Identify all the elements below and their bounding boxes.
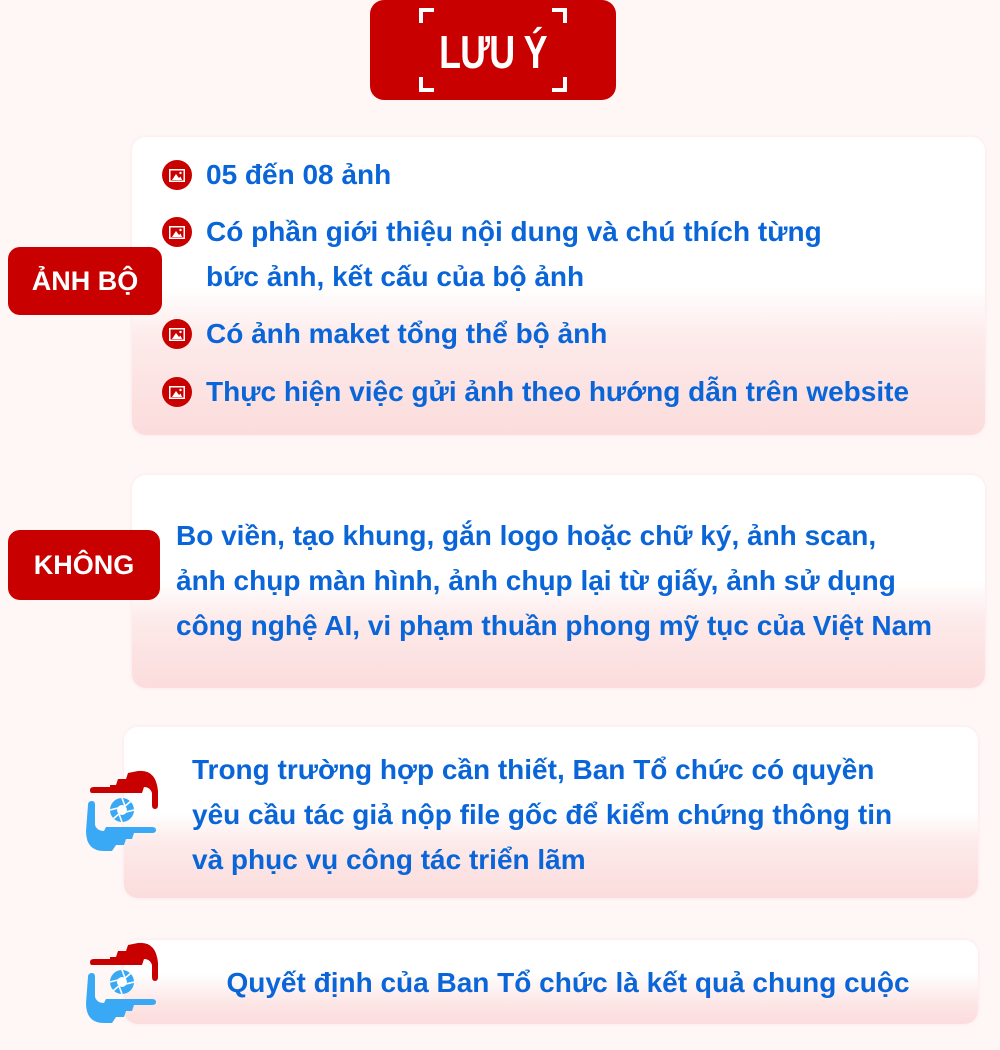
final-decision-card [124,940,978,1024]
khong-text [176,513,932,648]
frame-corner-icon [552,8,567,23]
anh-bo-list [162,152,909,414]
list-item [162,311,909,356]
list-item-text: bức ảnh, kết cấu của bộ ảnh [206,261,585,292]
frame-corner-icon [419,77,434,92]
final-decision-text: Quyết định của Ban Tổ chức là kết quả chung cuộc [226,967,910,998]
original-file-line: yêu cầu tác giả nộp file gốc để kiểm chứng thông tin [192,799,893,830]
list-item [162,152,909,197]
original-file-card [124,727,978,898]
list-item [162,369,909,414]
image-icon [162,217,192,247]
khong-badge: KHÔNG [8,530,160,600]
khong-line: công nghệ AI, vi phạm thuần phong mỹ tục của Việt Nam [176,610,933,641]
page-title: LƯU Ý [439,26,547,78]
camera-hands-icon [82,937,162,1027]
frame-corner-icon [419,8,434,23]
image-icon [162,160,192,190]
title-badge [370,0,616,100]
khong-card [132,475,985,688]
original-file-line: và phục vụ công tác triển lãm [192,844,586,875]
khong-line: Bo viền, tạo khung, gắn logo hoặc chữ ký, ảnh scan, [176,520,877,551]
original-file-line: Trong trường hợp cần thiết, Ban Tổ chức có quyền [192,754,875,785]
list-item [162,209,909,299]
list-item-text: Thực hiện việc gửi ảnh theo hướng dẫn trên website [206,376,910,407]
frame-corner-icon [552,77,567,92]
camera-hands-icon [82,765,162,855]
list-item-text: Có phần giới thiệu nội dung và chú thích từng [206,216,822,247]
list-item-text: 05 đến 08 ảnh [206,159,392,190]
image-icon [162,377,192,407]
list-item-text: Có ảnh maket tổng thể bộ ảnh [206,318,608,349]
khong-line: ảnh chụp màn hình, ảnh chụp lại từ giấy, ảnh sử dụng [176,565,896,596]
anh-bo-card [132,137,985,435]
image-icon [162,319,192,349]
anh-bo-badge: ẢNH BỘ [8,247,162,315]
original-file-text [192,747,892,882]
